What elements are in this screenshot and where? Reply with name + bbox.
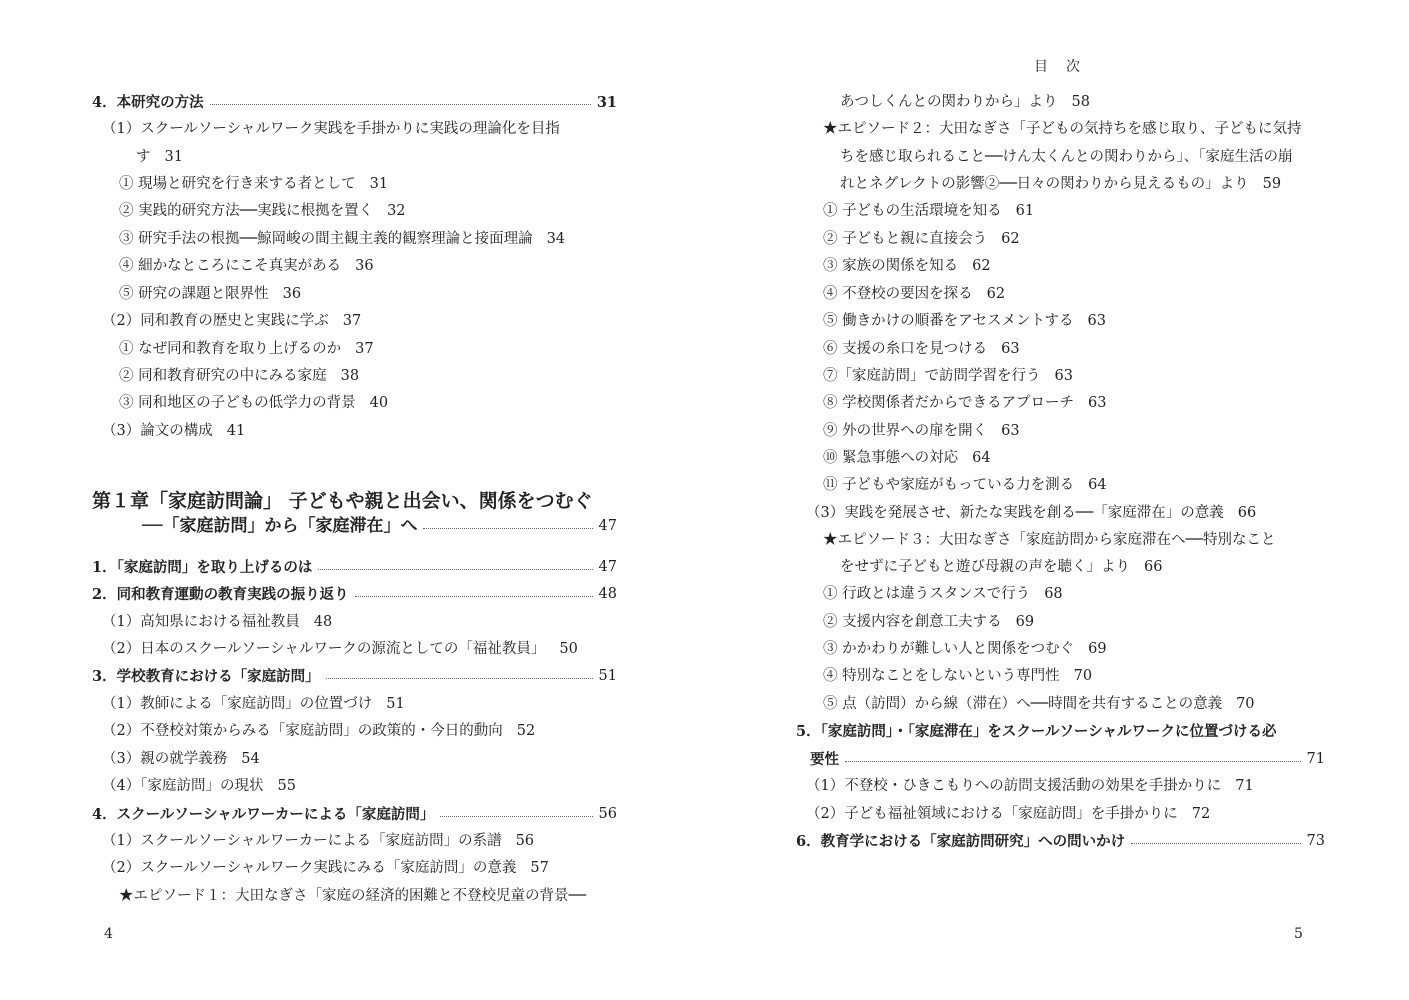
toc-entry-title: ② 支援内容を創意工夫する — [823, 614, 1002, 630]
toc-entry[interactable] — [102, 609, 332, 636]
toc-entry-title: 5．「家庭訪問」・「家庭滞在」をスクールソーシャルワークに位置づける必 — [796, 723, 1277, 740]
toc-entry-title: ④ 特別なことをしないという専門性 — [823, 668, 1060, 684]
toc-entry-page: 50 — [559, 641, 578, 657]
toc-entry[interactable] — [823, 691, 1255, 718]
toc-entry[interactable] — [119, 883, 586, 910]
toc-entry-title: ⑨ 外の世界への扉を開く — [823, 423, 988, 439]
toc-entry-title: をせずに子どもと遊び母親の声を聴く」より — [840, 559, 1130, 575]
toc-entry-page: 66 — [1237, 505, 1257, 521]
toc-entry-title: ちを感じ取られること──けん太くんとの関わりから」、「家庭生活の崩 — [840, 149, 1293, 165]
leader-dots — [210, 104, 591, 105]
toc-entry-page: 41 — [226, 423, 246, 439]
toc-entry[interactable] — [840, 89, 1090, 116]
chapter-title-text: 第１章「家庭訪問論」 子どもや親と出会い、関係をつむぐ — [92, 490, 593, 512]
toc-entry-page: 62 — [1001, 231, 1020, 247]
toc-entry-page: 62 — [986, 286, 1006, 302]
toc-entry-page: 66 — [1144, 559, 1163, 575]
toc-entry-page: 54 — [241, 751, 260, 767]
toc-entry[interactable] — [92, 581, 617, 608]
toc-entry-page: 52 — [516, 723, 536, 739]
toc-entry-title: （3）論文の構成 — [102, 423, 213, 439]
chapter-title[interactable] — [92, 486, 593, 516]
toc-entry-page: 63 — [1001, 423, 1020, 439]
toc-entry-title: ⑥ 支援の糸口を見つける — [823, 341, 988, 357]
toc-entry-title: ⑤ 働きかけの順番をアセスメントする — [823, 313, 1074, 329]
toc-entry-page: 47 — [598, 559, 617, 575]
toc-entry[interactable] — [823, 198, 1034, 225]
toc-entry-page: 40 — [369, 395, 389, 411]
toc-entry[interactable] — [119, 390, 388, 417]
toc-entry-title: ⑪ 子どもや家庭がもっている力を測る — [823, 477, 1075, 493]
toc-entry-page: 36 — [355, 258, 374, 274]
toc-entry-title: （3）実践を発展させ、新たな実践を創る──「家庭滞在」の意義 — [806, 505, 1224, 521]
toc-entry-title: す — [136, 149, 151, 165]
toc-entry-title: （2）子ども福祉領域における「家庭訪問」を手掛かりに — [806, 806, 1178, 822]
toc-entry[interactable] — [102, 746, 260, 773]
toc-entry-title: れとネグレクトの影響②──日々の関わりから見えるもの」より — [840, 176, 1249, 192]
toc-entry-page: 62 — [972, 258, 991, 274]
toc-entry-title: （4）「家庭訪問」の現状 — [102, 778, 264, 794]
toc-entry[interactable] — [119, 198, 406, 225]
toc-entry-title: ★エピソード１：大田なぎさ「家庭の経済的困難と不登校児童の背景── — [119, 888, 586, 904]
toc-entry[interactable] — [840, 171, 1281, 198]
toc-entry[interactable] — [823, 636, 1107, 663]
toc-entry-page: 51 — [386, 696, 405, 712]
leader-dots — [845, 761, 1301, 762]
toc-entry[interactable] — [136, 144, 183, 171]
toc-entry-page: 51 — [598, 668, 617, 684]
toc-entry-page: 72 — [1191, 806, 1211, 822]
toc-entry-title: （3）親の就学義務 — [102, 751, 228, 767]
leader-dots — [355, 596, 593, 597]
page-number: 5 — [1294, 926, 1303, 942]
chapter-subtitle[interactable] — [142, 513, 617, 540]
toc-entry-title: ⑤ 研究の課題と限界性 — [119, 286, 269, 302]
toc-entry-page: 63 — [1054, 368, 1073, 384]
toc-entry-title: （1）スクールソーシャルワーク実践を手掛かりに実践の理論化を目指 — [102, 121, 560, 137]
toc-entry-title: 2．同和教育運動の教育実践の振り返り — [92, 586, 349, 603]
toc-entry-page: 63 — [1087, 313, 1106, 329]
toc-entry-page: 69 — [1015, 614, 1035, 630]
toc-entry[interactable] — [119, 336, 374, 363]
toc-entry-page: 38 — [340, 368, 360, 384]
toc-entry-page: 31 — [369, 176, 389, 192]
toc-entry[interactable] — [823, 663, 1092, 690]
toc-entry-page: 31 — [596, 94, 617, 111]
toc-entry-title: （1）高知県における福祉教員 — [102, 614, 300, 630]
toc-entry-page: 69 — [1088, 641, 1107, 657]
toc-entry-title: ③ 同和地区の子どもの低学力の背景 — [119, 395, 356, 411]
toc-entry-page: 70 — [1236, 696, 1255, 712]
toc-entry[interactable] — [823, 226, 1020, 253]
toc-entry-page: 56 — [515, 833, 535, 849]
toc-entry[interactable] — [823, 418, 1020, 445]
toc-entry[interactable] — [806, 773, 1254, 800]
toc-entry-title: ④ 不登校の要因を探る — [823, 286, 973, 302]
toc-entry[interactable] — [840, 144, 1292, 171]
toc-entry-page: 48 — [598, 586, 617, 602]
toc-entry-page: 34 — [546, 231, 566, 247]
toc-entry[interactable] — [102, 418, 245, 445]
toc-entry[interactable] — [102, 636, 578, 663]
toc-entry-title: 4．スクールソーシャルワーカーによる「家庭訪問」 — [92, 806, 435, 823]
toc-entry-page: 55 — [277, 778, 296, 794]
toc-entry-page: 31 — [164, 149, 183, 165]
toc-entry-page: 57 — [530, 860, 549, 876]
toc-entry-title: （1）教師による「家庭訪問」の位置づけ — [102, 696, 373, 712]
toc-entry[interactable] — [796, 828, 1325, 855]
toc-entry-title: （1）スクールソーシャルワーカーによる「家庭訪問」の系譜 — [102, 833, 502, 849]
toc-entry-page: 64 — [972, 450, 991, 466]
toc-entry[interactable] — [119, 281, 301, 308]
toc-entry[interactable] — [119, 171, 388, 198]
toc-entry-title: ② 同和教育研究の中にみる家庭 — [119, 368, 327, 384]
toc-entry-title: （2）不登校対策からみる「家庭訪問」の政策的・今日的動向 — [102, 723, 503, 739]
page-number: 4 — [104, 926, 113, 942]
leader-dots — [423, 528, 592, 529]
toc-entry[interactable] — [102, 718, 535, 745]
toc-entry[interactable] — [823, 390, 1106, 417]
running-head: 目次 — [1034, 59, 1098, 75]
toc-entry-title: ① 現場と研究を行き来する者として — [119, 176, 356, 192]
toc-entry[interactable] — [823, 336, 1020, 363]
toc-entry-title: 6．教育学における「家庭訪問研究」への問いかけ — [796, 833, 1126, 850]
toc-entry[interactable] — [92, 554, 617, 581]
toc-entry[interactable] — [119, 363, 359, 390]
toc-entry-page: 32 — [387, 203, 406, 219]
toc-entry-title: ① 行政とは違うスタンスで行う — [823, 586, 1031, 602]
toc-entry-title: ──「家庭訪問」から「家庭滞在」へ — [142, 516, 418, 536]
toc-entry[interactable] — [119, 226, 565, 253]
toc-entry[interactable] — [806, 801, 1210, 828]
toc-entry-title: （2）日本のスクールソーシャルワークの源流としての「福祉教員」 — [102, 641, 546, 657]
toc-entry-title: ⑦「家庭訪問」で訪問学習を行う — [823, 368, 1041, 384]
toc-entry-page: 37 — [342, 313, 362, 329]
toc-entry-page: 58 — [1071, 94, 1090, 110]
toc-entry-title: ① 子どもの生活環境を知る — [823, 203, 1002, 219]
toc-entry[interactable] — [806, 500, 1256, 527]
toc-entry[interactable] — [810, 746, 1325, 773]
toc-entry-title: ③ かかわりが難しい人と関係をつむぐ — [823, 641, 1075, 657]
toc-entry-page: 56 — [598, 806, 617, 822]
toc-entry-title: ★エピソード２：大田なぎさ「子どもの気持ちを感じ取り、子どもに気持 — [823, 121, 1302, 137]
toc-entry-page: 37 — [355, 341, 374, 357]
toc-entry-title: ③ 研究手法の根拠──鯨岡峻の間主観主義的観察理論と接面理論 — [119, 231, 533, 247]
toc-entry-page: 48 — [313, 614, 333, 630]
toc-entry[interactable] — [823, 445, 991, 472]
toc-entry-page: 70 — [1073, 668, 1093, 684]
toc-entry-page: 71 — [1235, 778, 1254, 794]
toc-entry-title: ③ 家族の関係を知る — [823, 258, 959, 274]
toc-entry[interactable] — [102, 691, 405, 718]
toc-entry[interactable] — [92, 89, 617, 116]
leader-dots — [440, 816, 592, 817]
toc-entry[interactable] — [840, 554, 1162, 581]
toc-entry-title: ⑤ 点（訪問）から線（滞在）へ──時間を共有することの意義 — [823, 696, 1223, 712]
toc-entry[interactable] — [823, 363, 1073, 390]
toc-entry-title: ④ 細かなところにこそ真実がある — [119, 258, 342, 274]
toc-entry-page: 36 — [282, 286, 302, 302]
toc-entry-title: あつしくんとの関わりから」より — [840, 94, 1058, 110]
toc-entry-page: 68 — [1044, 586, 1063, 602]
toc-entry-title: ② 子どもと親に直接会う — [823, 231, 988, 247]
toc-entry[interactable] — [102, 828, 534, 855]
toc-entry-title: ★エピソード３：大田なぎさ「家庭訪問から家庭滞在へ──特別なこと — [823, 532, 1276, 548]
leader-dots — [1131, 843, 1300, 844]
toc-entry[interactable] — [796, 718, 1276, 745]
toc-entry-title: ② 実践的研究方法──実践に根拠を置く — [119, 203, 374, 219]
right-page — [704, 0, 1409, 1000]
toc-entry-page: 64 — [1088, 477, 1107, 493]
toc-entry-title: ⑩ 緊急事態への対応 — [823, 450, 959, 466]
toc-entry-page: 59 — [1262, 176, 1282, 192]
toc-entry-page: 61 — [1015, 203, 1035, 219]
toc-entry-title: 1．「家庭訪問」を取り上げるのは — [92, 559, 313, 576]
toc-entry[interactable] — [823, 308, 1106, 335]
toc-entry-title: ⑧ 学校関係者だからできるアプローチ — [823, 395, 1074, 411]
toc-entry[interactable] — [823, 581, 1063, 608]
toc-entry[interactable] — [823, 116, 1302, 143]
toc-entry-title: ① なぜ同和教育を取り上げるのか — [119, 341, 342, 357]
toc-entry[interactable] — [823, 609, 1034, 636]
toc-entry-title: （2）同和教育の歴史と実践に学ぶ — [102, 313, 329, 329]
toc-entry-title: 3．学校教育における「家庭訪問」 — [92, 668, 320, 685]
toc-entry[interactable] — [102, 773, 296, 800]
toc-entry-page: 63 — [1001, 341, 1020, 357]
toc-entry-page: 71 — [1306, 751, 1325, 767]
toc-entry[interactable] — [823, 472, 1107, 499]
toc-entry[interactable] — [102, 116, 560, 143]
leader-dots — [318, 569, 592, 570]
toc-entry[interactable] — [823, 281, 1005, 308]
toc-entry[interactable] — [92, 801, 617, 828]
toc-entry-title: 要性 — [810, 751, 839, 768]
toc-entry-page: 73 — [1306, 833, 1325, 849]
toc-entry[interactable] — [92, 663, 617, 690]
leader-dots — [326, 678, 593, 679]
toc-entry[interactable] — [102, 855, 549, 882]
left-page — [0, 0, 704, 1000]
toc-entry-page: 47 — [598, 518, 617, 534]
toc-entry[interactable] — [823, 253, 991, 280]
toc-entry-title: （1）不登校・ひきこもりへの訪問支援活動の効果を手掛かりに — [806, 778, 1222, 794]
toc-entry[interactable] — [823, 527, 1275, 554]
toc-entry-title: （2）スクールソーシャルワーク実践にみる「家庭訪問」の意義 — [102, 860, 517, 876]
toc-entry-title: 4．本研究の方法 — [92, 94, 204, 111]
toc-entry[interactable] — [119, 253, 374, 280]
toc-entry-page: 63 — [1087, 395, 1107, 411]
toc-entry[interactable] — [102, 308, 361, 335]
